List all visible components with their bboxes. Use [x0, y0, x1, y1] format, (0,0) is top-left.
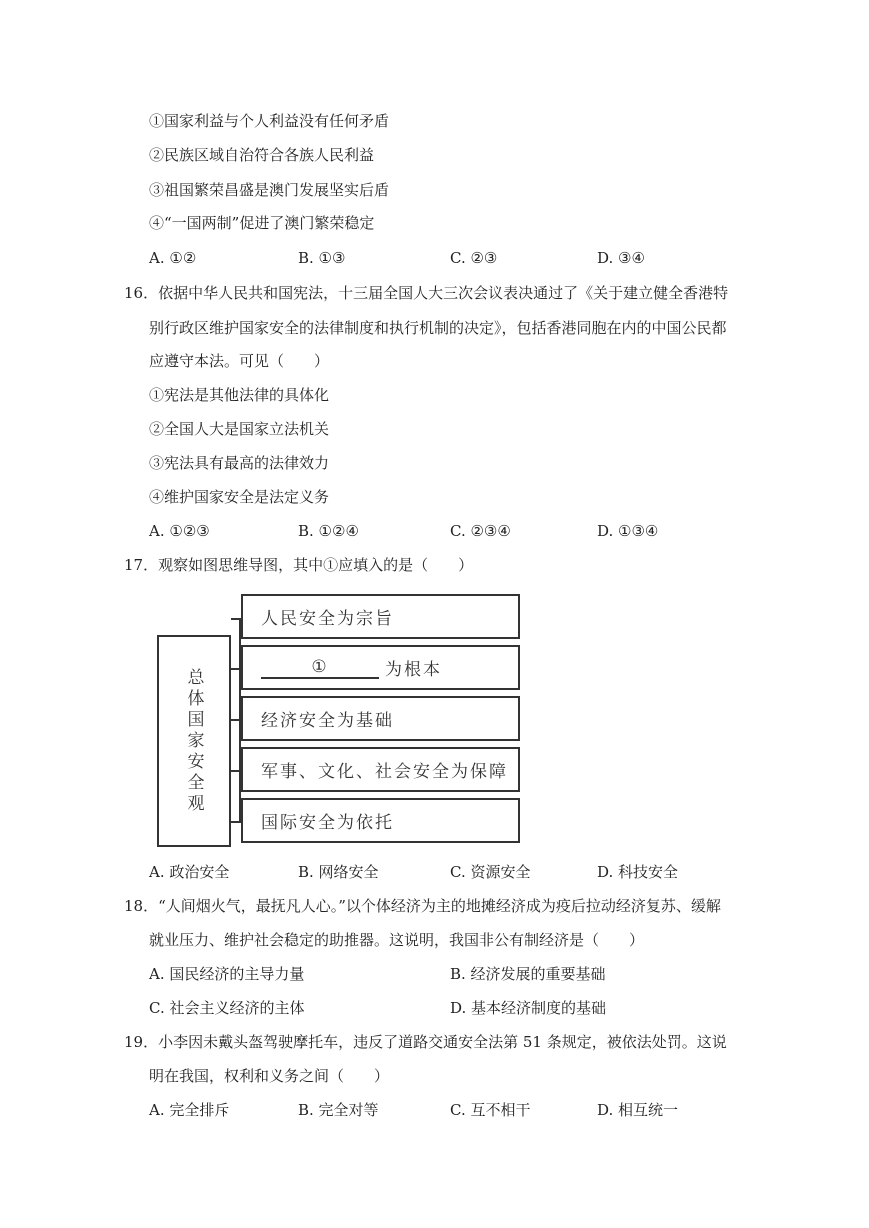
q17-option-b: B. 网络安全 — [298, 863, 379, 881]
q16-item-4: ④维护国家安全是法定义务 — [149, 488, 330, 506]
q15-option-b: B. ①③ — [298, 249, 346, 267]
q15-item-3: ③祖国繁荣昌盛是澳门发展坚实后盾 — [149, 181, 390, 199]
q16-stem-line-1: 16．依据中华人民共和国宪法，十三届全国人大三次会议表决通过了《关于建立健全香港特 — [124, 284, 729, 302]
q16-item-1: ①宪法是其他法律的具体化 — [149, 386, 330, 404]
mindmap-branch-1 — [241, 594, 520, 639]
q19-stem-line-1: 19．小李因未戴头盔驾驶摩托车，违反了道路交通安全法第 51 条规定，被依法处罚。这说 — [124, 1033, 727, 1051]
q18-stem-line-2: 就业压力、维护社会稳定的助推器。这说明，我国非公有制经济是（ ） — [149, 931, 645, 949]
q16-item-3: ③宪法具有最高的法律效力 — [149, 454, 330, 472]
q19-option-b: B. 完全对等 — [298, 1101, 379, 1119]
mindmap-branch-label: 为根本 — [385, 660, 442, 680]
mindmap-connector — [231, 821, 241, 823]
q18-option-a: A. 国民经济的主导力量 — [149, 965, 305, 983]
mindmap-branch-3 — [241, 696, 520, 741]
q15-option-d: D. ③④ — [597, 249, 645, 267]
q16-option-d: D. ①③④ — [597, 522, 659, 540]
mindmap-connector — [231, 770, 241, 772]
q17-stem: 17．观察如图思维导图，其中①应填入的是（ ） — [124, 556, 474, 574]
mindmap-branch-5 — [241, 798, 520, 843]
q15-item-1: ①国家利益与个人利益没有任何矛盾 — [149, 112, 390, 130]
mindmap-branch-4 — [241, 747, 520, 792]
mindmap-branch-label: 人民安全为宗旨 — [261, 609, 394, 629]
mindmap-branch-label: 经济安全为基础 — [261, 711, 394, 731]
mindmap-connector — [231, 618, 241, 620]
q17-option-a: A. 政治安全 — [149, 863, 230, 881]
q17-option-c: C. 资源安全 — [450, 863, 531, 881]
q16-stem-line-2: 别行政区维护国家安全的法律制度和执行机制的决定》，包括香港同胞在内的中国公民都 — [149, 319, 727, 337]
q15-option-a: A. ①② — [149, 249, 197, 267]
q16-stem-line-3: 应遵守本法。可见（ ） — [149, 352, 330, 370]
q15-item-4: ④“一国两制”促进了澳门繁荣稳定 — [149, 214, 375, 232]
q18-stem-line-1: 18．“人间烟火气，最抚凡人心。”以个体经济为主的地摊经济成为疫后拉动经济复苏、缓解 — [124, 897, 721, 915]
q19-stem-line-2: 明在我国，权利和义务之间（ ） — [149, 1067, 390, 1085]
q16-option-b: B. ①②④ — [298, 522, 359, 540]
mindmap-root-box — [157, 635, 231, 847]
q17-option-d: D. 科技安全 — [597, 863, 679, 881]
mindmap-connector — [231, 668, 241, 670]
q18-option-c: C. 社会主义经济的主体 — [149, 999, 305, 1017]
mindmap-connector — [231, 719, 241, 721]
mindmap-branch-label: 军事、文化、社会安全为保障 — [261, 762, 508, 782]
q15-option-c: C. ②③ — [450, 249, 498, 267]
q16-option-c: C. ②③④ — [450, 522, 511, 540]
mindmap-blank: ① — [261, 657, 379, 679]
q16-item-2: ②全国人大是国家立法机关 — [149, 420, 330, 438]
q18-option-d: D. 基本经济制度的基础 — [450, 999, 607, 1017]
q15-item-2: ②民族区域自治符合各族人民利益 — [149, 146, 375, 164]
q16-option-a: A. ①②③ — [149, 522, 210, 540]
q19-option-a: A. 完全排斥 — [149, 1101, 230, 1119]
mindmap-root-label: 总体国家安全观 — [183, 667, 204, 815]
mindmap-branch-2 — [241, 645, 520, 690]
q19-option-c: C. 互不相干 — [450, 1101, 531, 1119]
q18-option-b: B. 经济发展的重要基础 — [450, 965, 606, 983]
mindmap-branch-label: 国际安全为依托 — [261, 813, 394, 833]
q19-option-d: D. 相互统一 — [597, 1101, 679, 1119]
